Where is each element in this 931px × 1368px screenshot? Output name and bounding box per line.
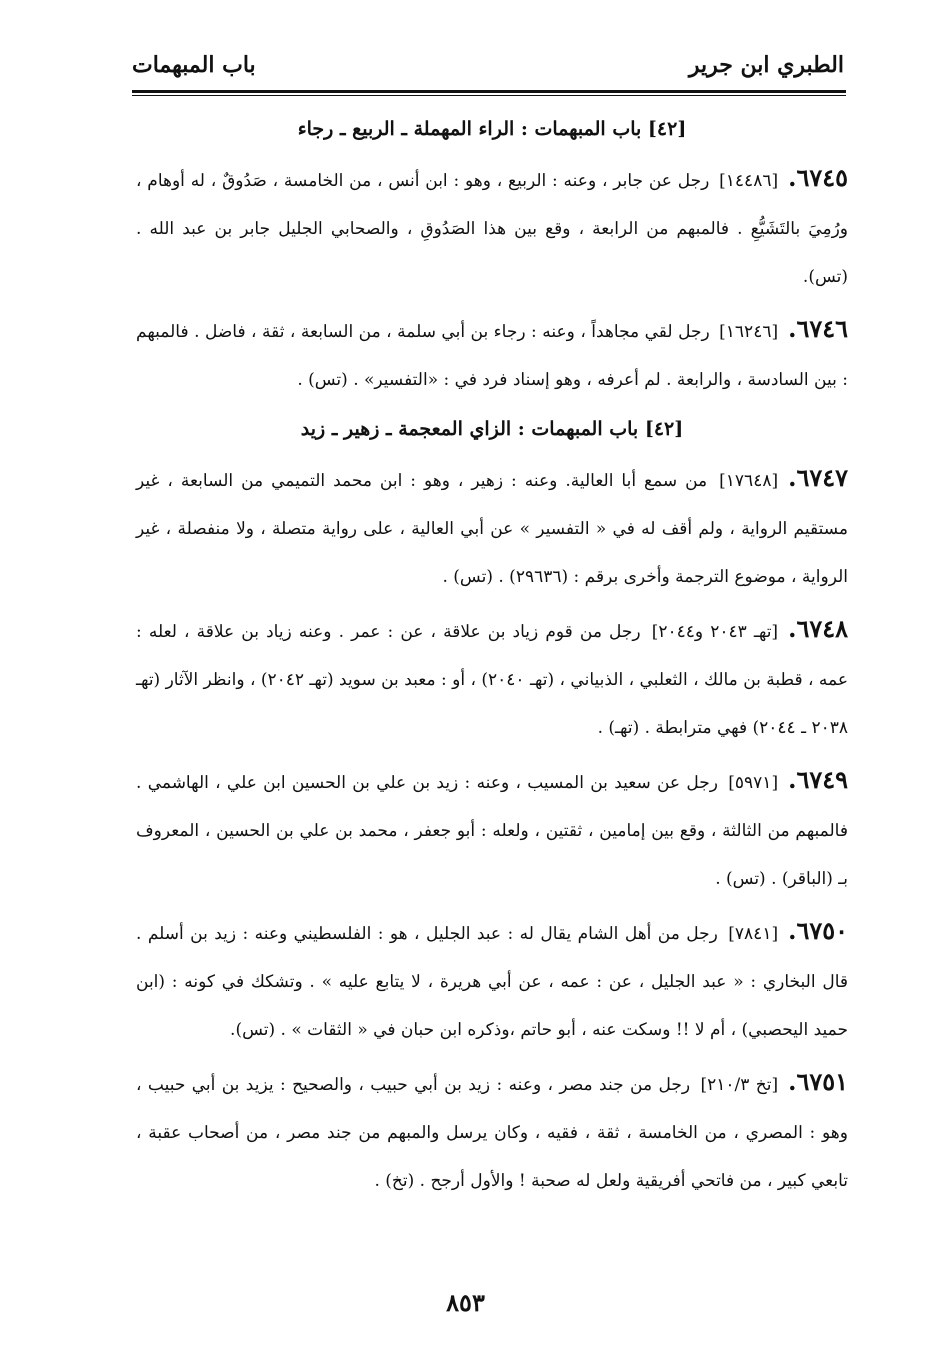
entry-text: رجل عن سعيد بن المسيب ، وعنه : زيد بن علي بن الحسين ابن علي ، الهاشمي . فالمبهم من الثالثة ، وقع بين إمامين ، ثقتين ، ولعله : أبو جعفر ، محمد بن علي بن الحسين ، المعروف بـ (الباقر) . (تس) .: [136, 773, 848, 889]
entry-reference: [٧٨٤١]: [728, 924, 779, 944]
entry-6751: [136, 1058, 848, 1205]
entry-reference: [تهـ ٢٠٤٣ و٢٠٤٤]: [651, 622, 779, 642]
entry-number: ٦٧٤٩.: [788, 765, 848, 794]
entry-reference: [تخ ٢١٠/٣]: [700, 1075, 779, 1095]
entry-number: ٦٧٤٥.: [788, 163, 849, 192]
entry-6750: [136, 907, 848, 1054]
entry-number: ٦٧٥١.: [788, 1067, 848, 1096]
entry-6747: [136, 454, 848, 601]
running-header: [132, 44, 844, 88]
page-content: [136, 108, 848, 1205]
section-heading: [٤٢] باب المبهمات : الراء المهملة ـ الربيع ـ رجاء: [297, 118, 687, 140]
entry-number: ٦٧٤٨.: [788, 614, 848, 643]
entry-text: رجل من قوم زياد بن علاقة ، عن : عمر . وعنه زياد بن علاقة ، لعله : عمه ، قطبة بن مالك ، الثعلبي ، الذبياني ، (تهـ ٢٠٤٠) ، أو : معبد بن سويد (تهـ ٢٠٤٢) ، وانظر الآثار (تهـ ٢٠٣٨ ـ ٢٠٤٤) فهي مترابطة . (تهـ) .: [136, 622, 848, 738]
header-rule-thick: [132, 90, 846, 93]
entry-text: رجل عن جابر ، وعنه : الربيع ، وهو : ابن أنس ، من الخامسة ، صَدُوقٌ ، له أوهام ، ورُمِيَ بالتَشَيُّعِ . فالمبهم من الرابعة ، وقع بين هذا الصَدُوقِ ، والصحابي الجليل جابر بن عبد الله . (تس).: [136, 171, 848, 287]
entry-6748: [136, 605, 848, 752]
header-chapter-title: باب المبهمات: [132, 52, 256, 78]
entry-text: من سمع أبا العالية. وعنه : زهير ، وهو : ابن محمد التميمي من السابعة ، غير مستقيم الرواية ، ولم أقف له في « التفسير » عن أبي العالية ، على رواية متصلة ، ولا منفصلة ، غير الرواية ، موضوع الترجمة وأخرى برقم : (٢٩٦٣٦) . (تس) .: [136, 471, 848, 587]
entry-reference: [١٦٢٤٦]: [719, 322, 779, 342]
entry-text: رجل من أهل الشام يقال له : عبد الجليل ، هو : الفلسطيني وعنه : زيد بن أسلم . قال البخاري : « عبد الجليل ، عن : عمه ، عن أبي هريرة ، لا يتابع عليه » . وتشكك في كونه : (ابن حميد اليحصبي) ، أم لا !! وسكت عنه ، أبو حاتم ،وذكره ابن حبان في « الثقات » . (تس).: [136, 924, 848, 1040]
entry-6749: [136, 756, 848, 903]
section-heading: [٤٢] باب المبهمات : الزاي المعجمة ـ زهير ـ زيد: [300, 418, 684, 440]
entry-reference: [١٧٦٤٨]: [719, 471, 779, 491]
header-book-title: الطبري ابن جرير: [688, 52, 844, 78]
header-rule-thin: [132, 95, 846, 96]
entry-number: ٦٧٤٦.: [788, 314, 849, 343]
page-number: ٨٥٣: [446, 1288, 485, 1317]
entry-number: ٦٧٤٧.: [788, 463, 849, 492]
entry-reference: [١٤٤٨٦]: [719, 171, 779, 191]
entry-6746: [136, 305, 848, 404]
entry-number: ٦٧٥٠.: [788, 916, 849, 945]
entry-text: رجل لقي مجاهداً ، وعنه : رجاء بن أبي سلمة ، من السابعة ، ثقة ، فاضل . فالمبهم : بين السادسة ، والرابعة . لم أعرفه ، وهو إسناد فرد في : «التفسير» . (تس) .: [136, 322, 848, 390]
entry-reference: [٥٩٧١]: [728, 773, 779, 793]
entry-text: رجل من جند مصر ، وعنه : زيد بن أبي حبيب ، والصحيح : يزيد بن أبي حبيب ، وهو : المصري ، من الخامسة ، ثقة ، فقيه ، وكان يرسل والمبهم من جند مصر ، من أصحاب عقبة ، تابعي كبير ، من فاتحي أفريقية ولعل له صحبة ! والأول أرجح . (تخ) .: [136, 1075, 848, 1191]
entry-6745: [136, 154, 848, 301]
